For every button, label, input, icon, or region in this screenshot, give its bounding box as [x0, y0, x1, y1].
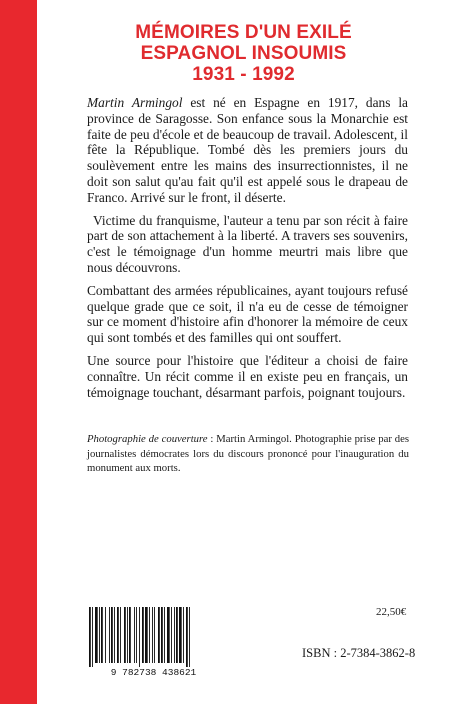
- barcode-bar: [89, 607, 91, 667]
- barcode-bar: [129, 607, 131, 663]
- barcode-bar: [189, 607, 190, 667]
- cover-photo-credit: [87, 432, 409, 476]
- isbn-number: ISBN : 2-7384-3862-8: [302, 646, 416, 660]
- isbn-barcode: [86, 607, 221, 677]
- barcode-bar: [176, 607, 178, 663]
- blurb-paragraph-3: Combattant des armées républicaines, ayant toujours refusé quelque grade que ce soit, il n'a eu de cesse de témoigner sur ce moment d'histoire afin d'honorer la mémoire de ceux qui sont tombés et des familles qui ont souffert.: [87, 282, 408, 346]
- barcode-bar: [111, 607, 113, 663]
- barcode-bar: [99, 607, 100, 663]
- barcode-bar: [171, 607, 172, 663]
- author-name: Martin Armingol: [87, 95, 183, 110]
- barcode-bar: [114, 607, 115, 663]
- barcode-bar: [105, 607, 106, 663]
- barcode-bar: [142, 607, 144, 663]
- blurb-paragraph-1: [87, 95, 408, 206]
- title-years: 1931 - 1992: [192, 64, 295, 85]
- barcode-bar: [186, 607, 188, 667]
- barcode-bar: [117, 607, 119, 663]
- barcode-bar: [154, 607, 155, 663]
- barcode-bar: [109, 607, 110, 663]
- back-cover-blurb: [87, 95, 408, 407]
- barcode-bar: [92, 607, 93, 667]
- blurb-paragraph-2: Victime du franquisme, l'auteur a tenu par son récit à faire part de son attachement à la liberté. A travers ses souvenirs, c'est le témoignage d'un homme meurtri mais libre que nous découvrons.: [87, 212, 408, 275]
- book-title: [37, 22, 450, 85]
- barcode-bar: [167, 607, 170, 663]
- barcode-bar: [152, 607, 153, 663]
- barcode-bar: [127, 607, 128, 663]
- barcode-bar: [136, 607, 137, 663]
- barcode-bar: [101, 607, 103, 663]
- barcode-bar: [161, 607, 163, 663]
- barcode-bar: [124, 607, 126, 663]
- barcode-bar: [164, 607, 165, 663]
- credit-label: Photographie de couverture: [87, 433, 208, 445]
- barcode-bar: [179, 607, 182, 663]
- blurb-paragraph-4: Une source pour l'histoire que l'éditeur a choisi de faire connaître. Un récit comme il en existe peu en français, un témoignage touchant, désarmant parfois, poignant toujours.: [87, 352, 408, 400]
- barcode-bar: [120, 607, 121, 663]
- blurb-paragraph-1-text: est né en Espagne en 1917, dans la province de Saragosse. Son enfance sous la Monarchie est faite de peu d'école et de beaucoup de travail. Adolescent, il fête la République. Tombé dès les premiers jours du soulèvement entre les mains des insurrectionnistes, il ne doit son salut qu'au fait qu'il est appelé sous le drapeau de Franco. Arrivé sur le front, il déserte.: [87, 95, 409, 205]
- title-line-2: ESPAGNOL INSOUMIS: [140, 43, 347, 64]
- barcode-bar: [134, 607, 135, 663]
- credit-text: : Martin Armingol. Photographie prise par des journalistes démocrates lors du discours prononcé pour l'inauguration du monument aux morts.: [87, 433, 409, 474]
- barcode-bar: [145, 607, 148, 663]
- price-label: 22,50€: [376, 606, 407, 618]
- barcode-bar: [139, 607, 140, 667]
- barcode-bar: [149, 607, 150, 663]
- barcode-bar: [174, 607, 175, 663]
- barcode-bar: [95, 607, 98, 663]
- barcode-bar: [183, 607, 184, 663]
- barcode-bar: [158, 607, 160, 663]
- red-spine-band: [0, 0, 37, 704]
- title-line-1: MÉMOIRES D'UN EXILÉ: [135, 22, 352, 43]
- barcode-digits: 9 782738 438621: [110, 667, 197, 677]
